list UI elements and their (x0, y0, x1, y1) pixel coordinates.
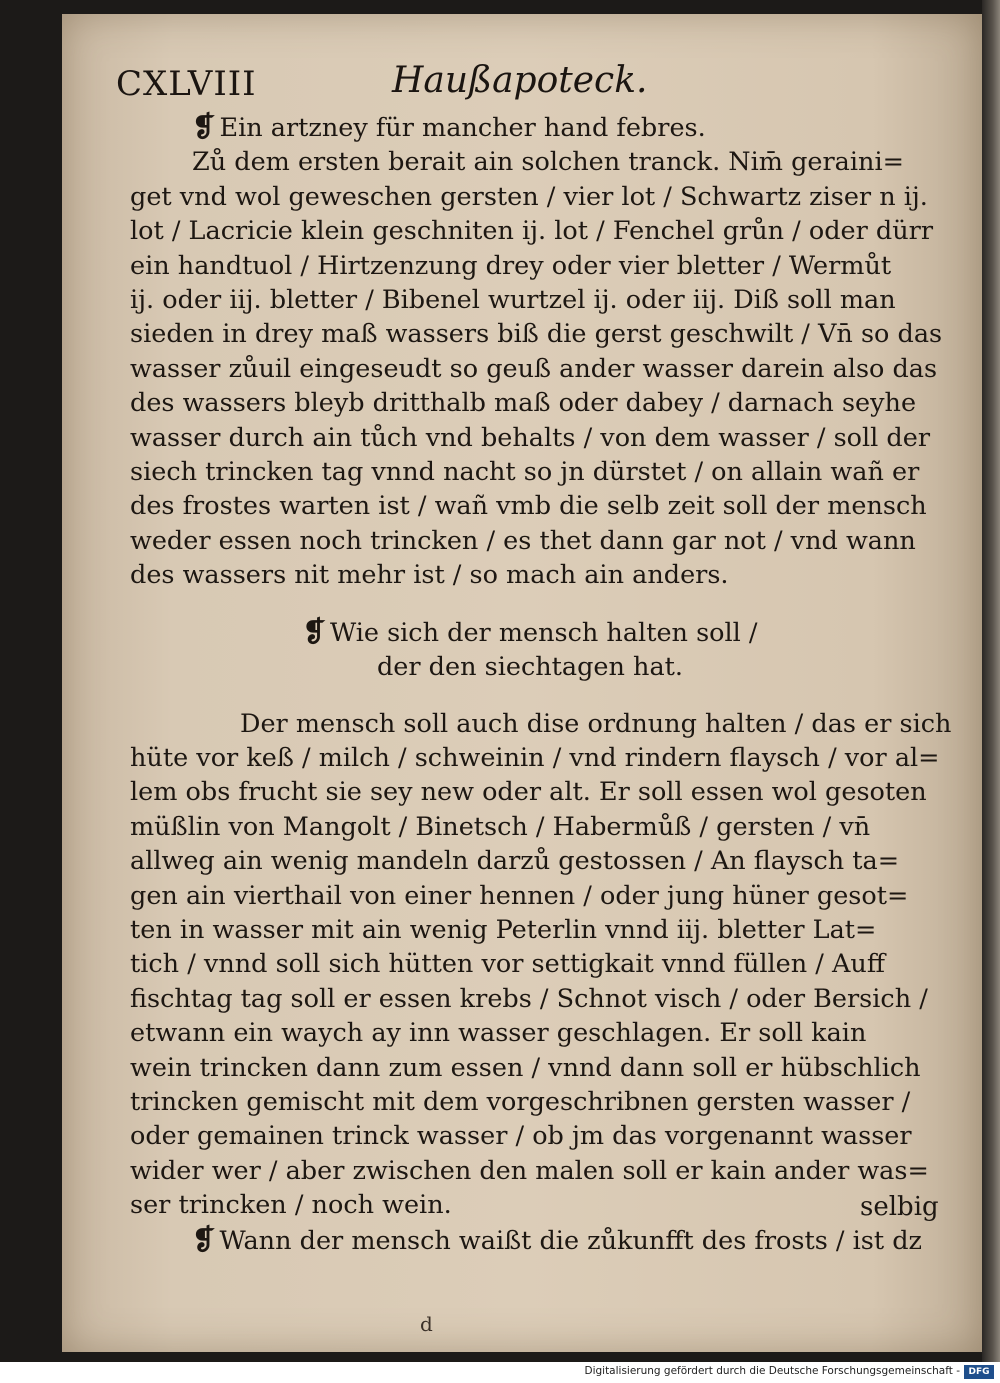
text-line: get vnd wol geweschen gersten / vier lot / Schwartz ziser n ij. (130, 181, 928, 212)
text-line: Zů dem ersten berait ain solchen tranck. Nim̄ geraini= (192, 147, 904, 178)
text-line: hüte vor keß / milch / schweinin / vnd rindern flaysch / vor al= (130, 742, 940, 773)
text-line: ten in wasser mit ain wenig Peterlin vnnd iij. bletter Lat= (130, 914, 877, 945)
text-line: ser trincken / noch wein. (130, 1190, 452, 1221)
text-line: oder gemainen trinck wasser / ob jm das vorgenannt wasser (130, 1121, 912, 1152)
text-line: siech trincken tag vnnd nacht so jn dürstet / on allain wañ er (130, 457, 920, 488)
text-line: wasser zůuil eingeseudt so geuß ander wasser darein also das (130, 353, 938, 384)
text-line: wider wer / aber zwischen den malen soll er kain ander was= (130, 1155, 929, 1186)
footer-credit: Digitalisierung gefördert durch die Deutsche Forschungsgemeinschaft - (584, 1365, 960, 1377)
text-line: tich / vnnd soll sich hütten vor settigkait vnnd füllen / Auff (130, 949, 885, 980)
running-head: Haußapoteck. (392, 60, 648, 101)
text-line: etwann ein waych ay inn wasser geschlagen. Er soll kain (130, 1018, 867, 1049)
pilcrow-icon: ❡ (192, 1222, 216, 1256)
text-line: trincken gemischt mit dem vorgeschribnen gersten wasser / (130, 1086, 911, 1117)
book-edge (982, 0, 1000, 1362)
text-line: wasser durch ain tůch vnd behalts / von dem wasser / soll der (130, 422, 931, 453)
text-line: Der mensch soll auch dise ordnung halten / das er sich (240, 708, 952, 739)
text-line: müßlin von Mangolt / Binetsch / Habermůß / gersten / vn̄ (130, 811, 871, 842)
pilcrow-icon: ❡ (302, 614, 326, 648)
text-line: ij. oder iij. bletter / Bibenel wurtzel ij. oder iij. Diß soll man (130, 285, 896, 316)
text-line: lem obs frucht sie sey new oder alt. Er soll essen wol gesoten (130, 777, 927, 808)
text-line: ❡ Wann der mensch waißt die zůkunfft des frosts / ist dz (192, 1222, 922, 1256)
text-line: weder essen noch trincken / es thet dann gar not / vnd wann (130, 525, 916, 556)
section-heading: ❡ Wie sich der mensch halten soll / (302, 614, 758, 648)
section-heading: der den siechtagen hat. (376, 652, 684, 683)
text-line: des wassers nit mehr ist / so mach ain anders. (130, 560, 729, 591)
text-line: sieden in drey maß wassers biß die gerst geschwilt / Vn̄ so das (130, 319, 943, 350)
text-line: allweg ain wenig mandeln darzů gestossen / An flaysch ta= (130, 846, 900, 877)
text-line: lot / Lacricie klein geschniten ij. lot / Fenchel grůn / oder dürr (130, 216, 934, 247)
text-line: des wassers bleyb dritthalb maß oder dabey / darnach seyhe (130, 388, 917, 419)
dfg-logo-icon: DFG (964, 1365, 994, 1379)
pilcrow-icon: ❡ (192, 110, 216, 143)
folio-number: CXLVIII (116, 64, 257, 104)
text-line: wein trincken dann zum essen / vnnd dann soll er hübschlich (130, 1052, 921, 1083)
footer-bar (0, 1362, 1000, 1383)
text-line: ein handtuol / Hirtzenzung drey oder vier bletter / Wermůt (130, 250, 892, 281)
page-text (130, 110, 952, 1258)
signature-mark: d (420, 1312, 433, 1336)
catchword: selbig (860, 1192, 939, 1222)
text-line: des frostes warten ist / wañ vmb die selb zeit soll der mensch (130, 491, 927, 522)
text-line: fischtag tag soll er essen krebs / Schnot visch / oder Bersich / (130, 983, 928, 1014)
text-line: gen ain vierthail von einer hennen / oder jung hüner gesot= (130, 880, 909, 911)
text-line: ❡ Ein artzney für mancher hand febres. (192, 110, 706, 143)
